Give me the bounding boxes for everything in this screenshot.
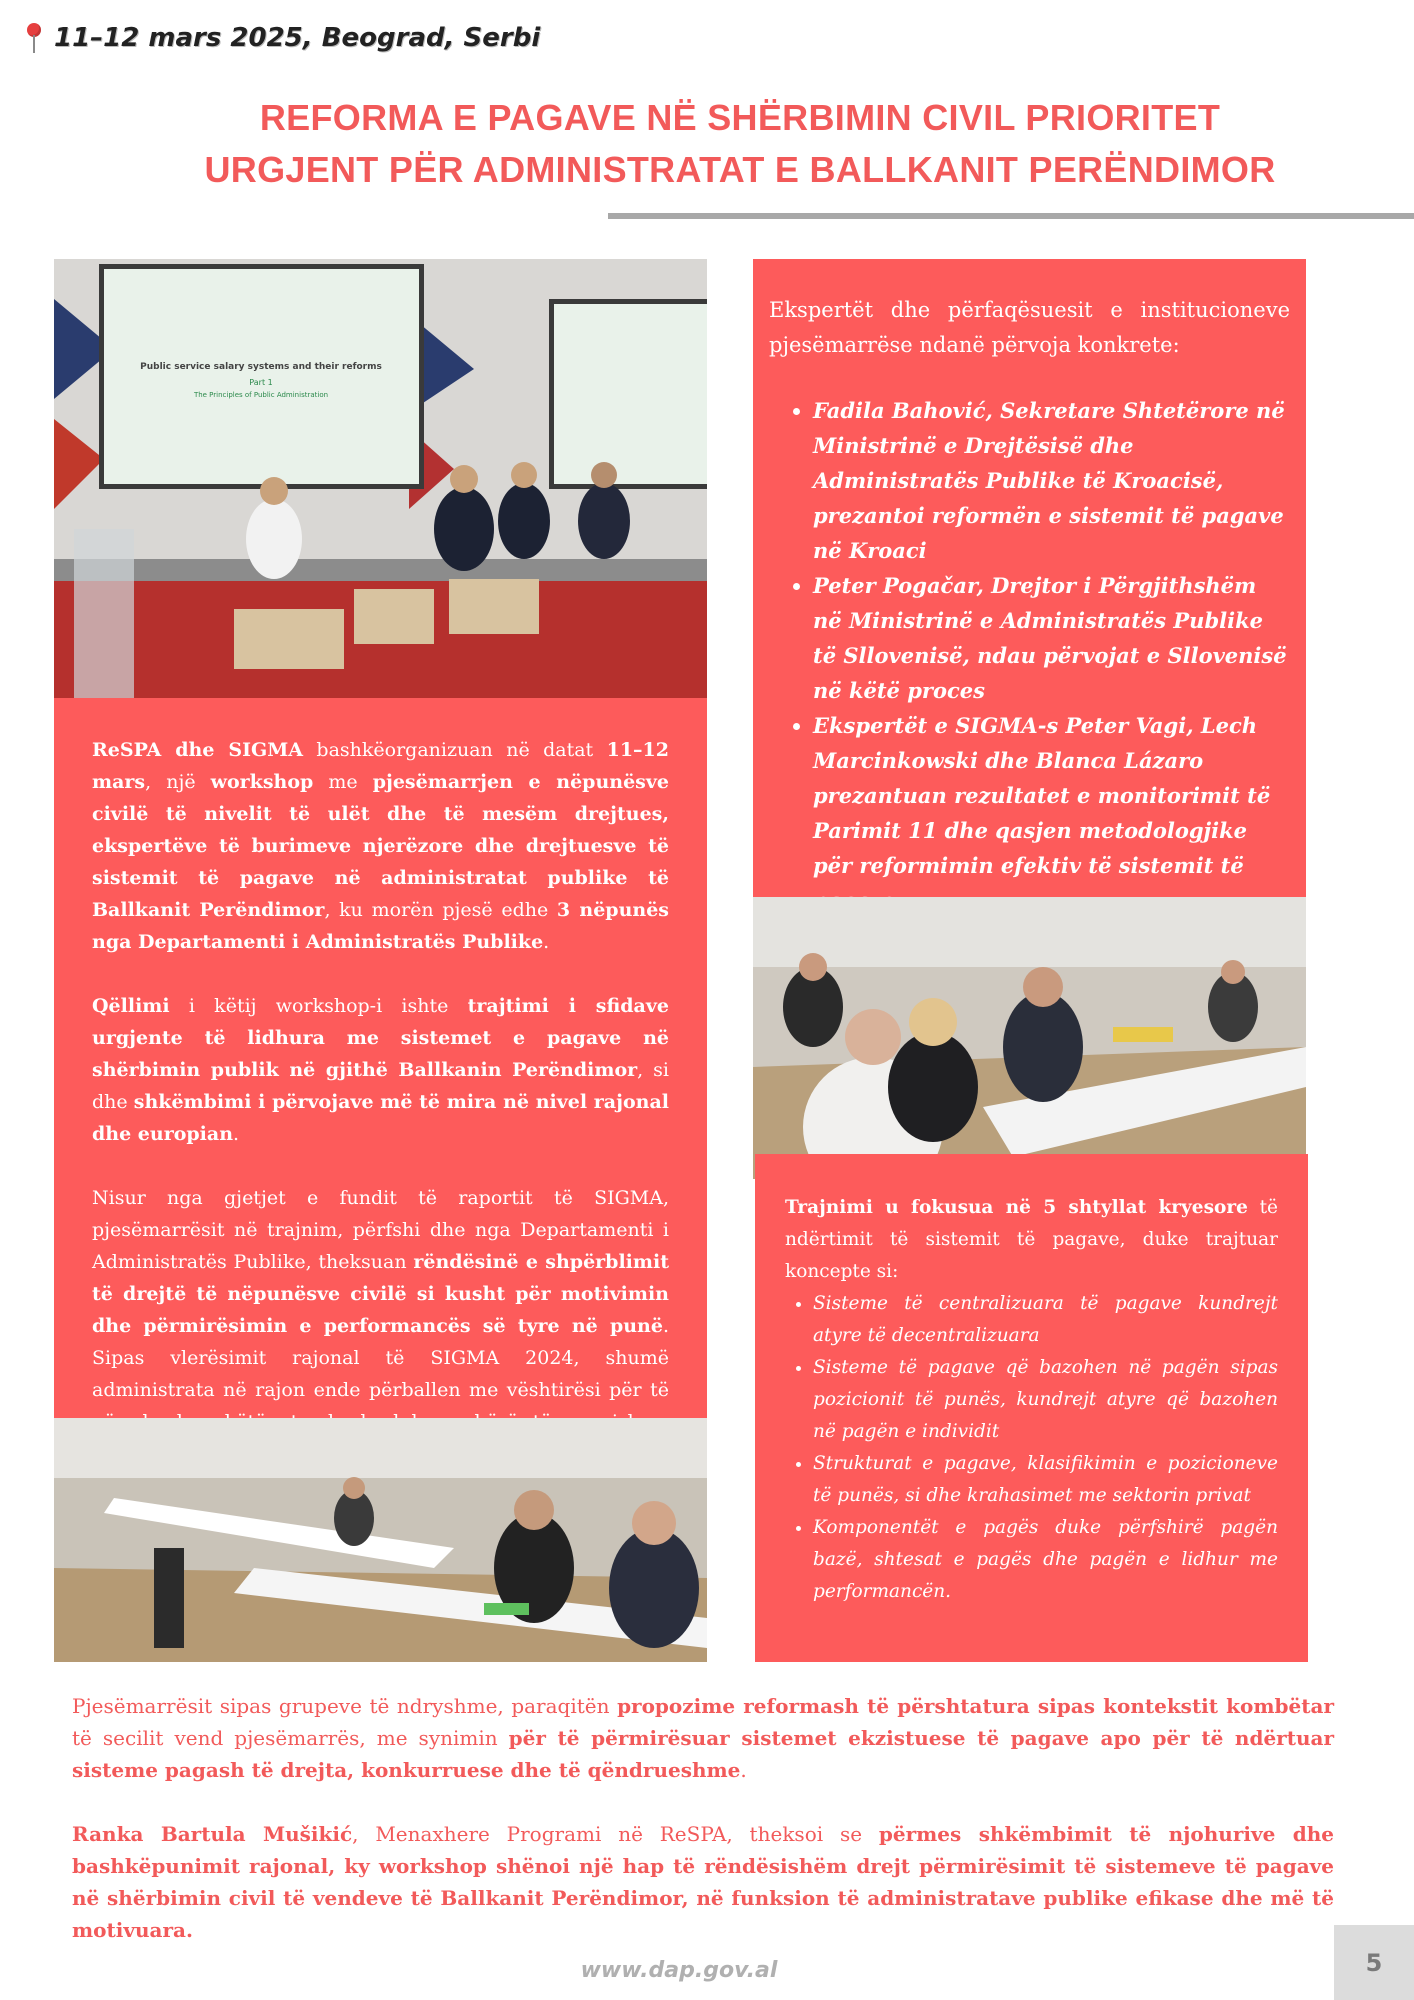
list-item: • Fadila Bahović, Sekretare Shtetërore në Ministrinë e Drejtësisë dhe Administratës Publike të Kroacisë, prezantoi reformën e sistemit të pagave në Kroaci	[813, 393, 1290, 568]
list-item: • Sisteme të pagave që bazohen në pagën sipas pozicionit të punës, kundrejt atyre që bazohen në pagën e individit	[813, 1352, 1278, 1448]
page-title	[120, 92, 1360, 196]
slide-subtitle: The Principles of Public Administration	[193, 391, 329, 399]
emphasis-text: 3 nëpunës nga Departamenti i Administratës Publike	[92, 899, 669, 953]
closing-paragraph	[72, 1818, 1334, 1946]
list-item: • Peter Pogačar, Drejtor i Përgjithshëm në Ministrinë e Administratës Publike të Sllovenisë, ndau përvojat e Sllovenisë në këtë proces	[813, 568, 1290, 708]
experts-list	[769, 393, 1290, 918]
body-text: .	[543, 931, 550, 953]
emphasis-text: Ranka Bartula Mušikić	[72, 1822, 353, 1846]
body-text: , një	[145, 771, 211, 793]
body-text: , ku morën pjesë edhe	[324, 899, 557, 921]
body-text: Nisur nga gjetjet e fundit të raportit të SIGMA, pjesëmarrësit në trajnim, përfshi dhe nga Departamenti i Administratës Publike, theksuan	[92, 1187, 669, 1273]
emphasis-text: pjesëmarrjen e nëpunësve civilë të nivelit të ulët dhe të mesëm drejtues, ekspertëve të burimeve njerëzore dhe drejtuesve të sistemit të pagave në administratat publike të Ballkanit Perëndimor	[92, 771, 669, 921]
right-bottom-panel	[755, 1154, 1308, 1662]
body-text: .	[740, 1758, 747, 1782]
experts-intro: Ekspertët dhe përfaqësuesit e institucioneve pjesëmarrëse ndanë përvoja konkrete:	[769, 298, 1290, 357]
proposals-paragraph	[72, 1690, 1334, 1786]
right-top-panel	[753, 259, 1306, 897]
body-text: bashkëorganizuan në datat	[303, 739, 607, 761]
body-text: . Sipas vlerësimit rajonal të SIGMA 2024, shumë administrata në rajon ende përballen me vështirësi për të	[92, 1315, 669, 1401]
event-line	[24, 18, 540, 58]
body-text: , Menaxhere Programi në ReSPA, theksoi se	[352, 1822, 879, 1846]
slide-title: Public service salary systems and their reforms	[140, 362, 382, 372]
emphasis-text: përmes shkëmbimit të njohurive dhe bashkëpunimit rajonal, ky workshop shënoi një hap të rëndësishëm drejt përmirësimit të sistemeve të pagave në shërbimin civil të vendeve të Ballkanit Perëndimor, në funksion të administratave publike efikase dhe më të motivuara.	[72, 1822, 1334, 1942]
list-item: • Komponentët e pagës duke përfshirë pagën bazë, shtesat e pagës dhe pagën e lidhur me performancën.	[813, 1512, 1278, 1608]
emphasis-text: shkëmbimi i përvojave më të mira në nivel rajonal dhe europian	[92, 1091, 669, 1145]
body-text: , si dhe	[92, 1059, 669, 1113]
emphasis-text: për të përmirësuar sistemet ekzistuese të pagave apo për të ndërtuar sisteme pagash të drejta, konkurruese dhe të qëndrueshme	[72, 1726, 1334, 1782]
training-intro	[785, 1192, 1278, 1288]
emphasis-text: workshop	[210, 771, 314, 793]
emphasis-text: 11–12 mars	[92, 739, 669, 793]
left-text-panel	[54, 698, 707, 1418]
title-divider	[608, 213, 1414, 219]
list-item: • Sisteme të centralizuara të pagave kundrejt atyre të decentralizuara	[813, 1288, 1278, 1352]
emphasis-text: ReSPA dhe SIGMA	[92, 739, 304, 761]
goal-paragraph	[92, 990, 669, 1150]
page-title-line-2: URGJENT PËR ADMINISTRATAT E BALLKANIT PERËNDIMOR	[204, 149, 1276, 190]
emphasis-text: Qëllimi	[92, 995, 170, 1017]
emphasis-text: propozime reformash të përshtatura sipas kontekstit kombëtar	[617, 1694, 1334, 1718]
list-item: • Strukturat e pagave, klasifikimin e pozicioneve të punës, si dhe krahasimet me sektorin privat	[813, 1448, 1278, 1512]
body-text: .	[233, 1123, 240, 1145]
photo-panel-discussion	[54, 259, 707, 699]
intro-paragraph	[92, 734, 669, 958]
event-date-location: 11–12 mars 2025, Beograd, Serbi	[54, 23, 541, 53]
footer-website: www.dap.gov.al	[580, 1958, 778, 1983]
location-pin-icon	[24, 21, 44, 55]
page-number: 5	[1334, 1925, 1414, 2000]
list-item: • Ekspertët e SIGMA-s Peter Vagi, Lech Marcinkowski dhe Blanca Lázaro prezantuan rezultatet e monitorimit të Parimit 11 dhe qasjen metodologjike për reformimin efektiv të sistemit të	[813, 708, 1290, 918]
emphasis-text: trajtimi i sfidave urgjente të lidhura me sistemet e pagave në shërbimin publik në gjithë Ballkanin Perëndimor	[92, 995, 669, 1081]
training-intro-rest: të ndërtimit të sistemit të pagave, duke trajtuar koncepte si:	[785, 1197, 1278, 1282]
body-text: me	[313, 771, 373, 793]
bottom-text	[72, 1690, 1334, 1978]
pillars-list	[785, 1288, 1278, 1608]
emphasis-text: rëndësinë e shpërblimit të drejtë të nëpunësve civilë si kusht për motivimin dhe përmirësimin e performancës së tyre në punë	[92, 1251, 669, 1337]
photo-workshop-room-right	[753, 897, 1306, 1179]
page-title-line-1: REFORMA E PAGAVE NË SHËRBIMIN CIVIL PRIORITET	[259, 97, 1221, 138]
slide-part: Part 1	[249, 378, 273, 387]
photo-workshop-room-left	[54, 1418, 707, 1662]
body-text: Pjesëmarrësit sipas grupeve të ndryshme, paraqitën	[72, 1694, 618, 1718]
body-text: i këtij workshop-i ishte	[169, 995, 468, 1017]
body-text: të secilit vend pjesëmarrës, me synimin	[72, 1726, 509, 1750]
training-intro-bold: Trajnimi u fokusua në 5 shtyllat kryesore	[785, 1197, 1248, 1218]
